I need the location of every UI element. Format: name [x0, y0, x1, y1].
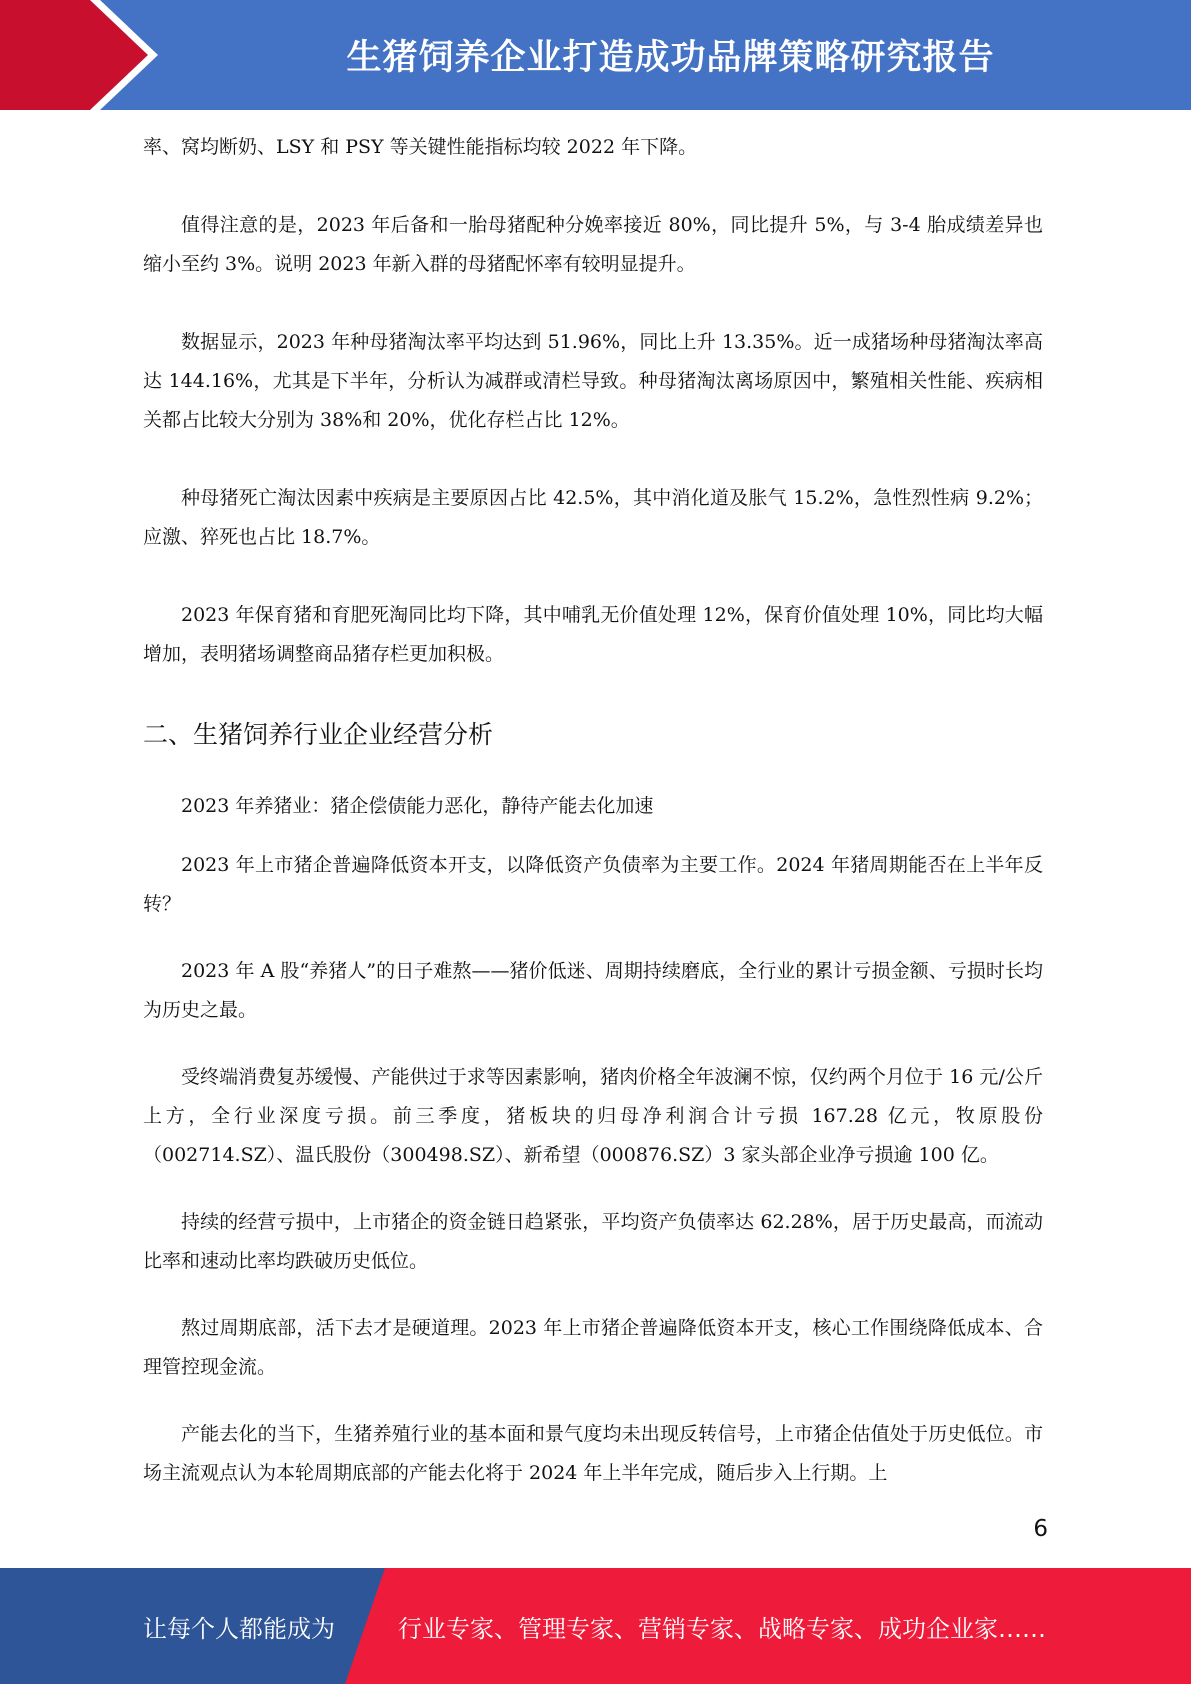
paragraph: 2023 年 A 股“养猪人”的日子难熬——猪价低迷、周期持续磨底，全行业的累计亏损金额、亏损时长均为历史之最。 — [143, 960, 1043, 1021]
footer-slogan-left: 让每个人都能成为 — [143, 1614, 335, 1643]
paragraph: 受终端消费复苏缓慢、产能供过于求等因素影响，猪肉价格全年波澜不惊，仅约两个月位于 16 元/公斤上方，全行业深度亏损。前三季度，猪板块的归母净利润合计亏损 167.28 亿元，牧原股份（002714.SZ）、温氏股份（300498.SZ）、新希望（000876.SZ）3 家头部企业净亏损逾 100 亿。 — [143, 1066, 1043, 1166]
document-body — [143, 128, 1043, 1493]
paragraph: 熬过周期底部，活下去才是硬道理。2023 年上市猪企普遍降低资本开支，核心工作围绕降低成本、合理管控现金流。 — [143, 1317, 1043, 1378]
page-footer — [0, 1568, 1191, 1684]
paragraph: 2023 年上市猪企普遍降低资本开支，以降低资产负债率为主要工作。2024 年猪周期能否在上半年反转？ — [143, 854, 1043, 915]
footer-slogan-right: 行业专家、管理专家、营销专家、战略专家、成功企业家…… — [398, 1614, 1046, 1643]
paragraph: 种母猪死亡淘汰因素中疾病是主要原因占比 42.5%，其中消化道及胀气 15.2%，急性烈性病 9.2%；应激、猝死也占比 18.7%。 — [143, 487, 1043, 548]
paragraph: 值得注意的是，2023 年后备和一胎母猪配种分娩率接近 80%，同比提升 5%，与 3-4 胎成绩差异也缩小至约 3%。说明 2023 年新入群的母猪配怀率有较明显提升。 — [143, 214, 1043, 275]
report-title: 生猪饲养企业打造成功品牌策略研究报告 — [346, 38, 995, 78]
page-number: 6 — [1033, 1516, 1048, 1542]
paragraph: 率、窝均断奶、LSY 和 PSY 等关键性能指标均较 2022 年下降。 — [143, 136, 698, 158]
paragraph: 2023 年保育猪和育肥死淘同比均下降，其中哺乳无价值处理 12%，保育价值处理 10%，同比均大幅增加，表明猪场调整商品猪存栏更加积极。 — [143, 604, 1043, 665]
section-heading: 二、生猪饲养行业企业经营分析 — [143, 720, 494, 749]
paragraph: 持续的经营亏损中，上市猪企的资金链日趋紧张，平均资产负债率达 62.28%，居于历史最高，而流动比率和速动比率均跌破历史低位。 — [143, 1211, 1043, 1272]
paragraph: 2023 年养猪业：猪企偿债能力恶化，静待产能去化加速 — [181, 795, 654, 817]
paragraph: 数据显示，2023 年种母猪淘汰率平均达到 51.96%，同比上升 13.35%。近一成猪场种母猪淘汰率高达 144.16%，尤其是下半年，分析认为减群或清栏导致。种母猪淘汰离场原因中，繁殖相关性能、疾病相关都占比较大分别为 38%和 20%，优化存栏占比 12%。 — [143, 331, 1043, 431]
paragraph: 产能去化的当下，生猪养殖行业的基本面和景气度均未出现反转信号，上市猪企估值处于历史低位。市场主流观点认为本轮周期底部的产能去化将于 2024 年上半年完成，随后步入上行期。上 — [143, 1423, 1043, 1484]
page-header — [0, 0, 1191, 110]
